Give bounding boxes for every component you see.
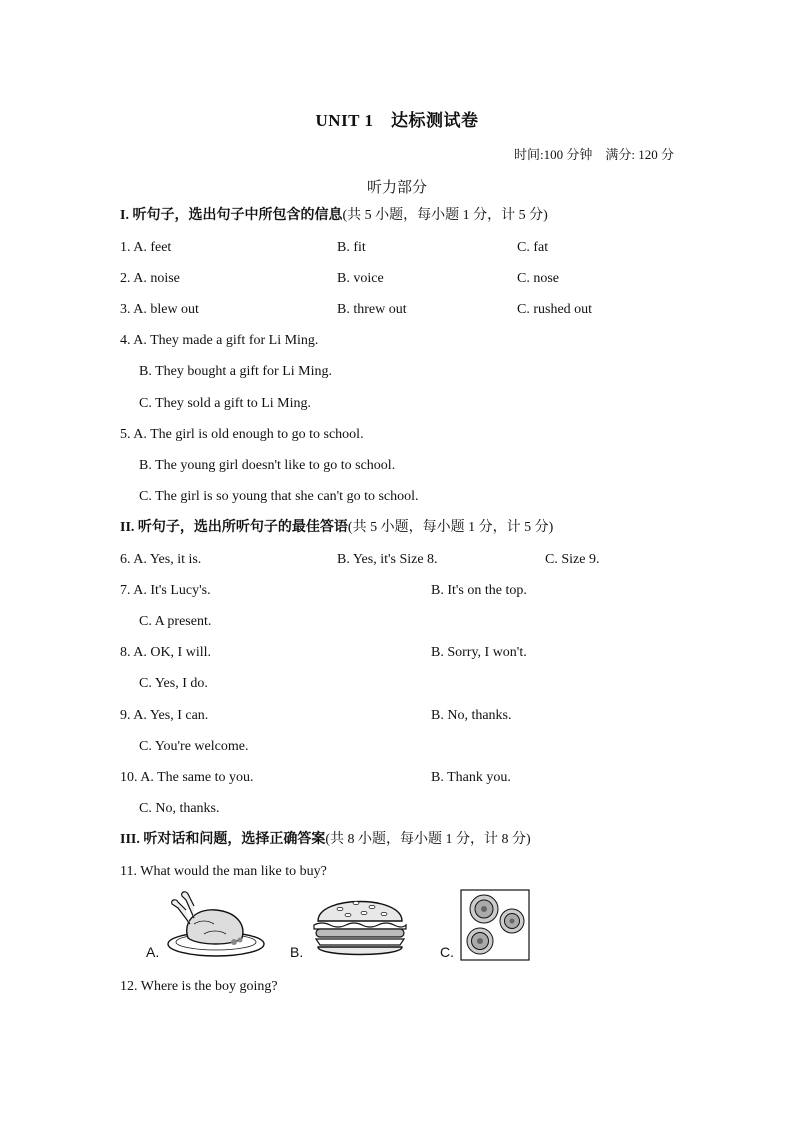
q11-label-c: C. — [440, 944, 454, 960]
page-title: UNIT 1 达标测试卷 — [315, 111, 479, 130]
q11-question: 11. What would the man like to buy? — [120, 864, 327, 879]
mooncakes-icon — [460, 889, 530, 961]
section-3-heading — [120, 831, 531, 849]
q12-question: 12. Where is the boy going? — [120, 979, 278, 994]
q2-option-a: 2. A. noise — [120, 271, 180, 286]
q11-label-a: A. — [146, 944, 160, 960]
q1-option-a: 1. A. feet — [120, 240, 172, 255]
q8-option-a: 8. A. OK, I will. — [120, 645, 211, 660]
q10-option-c: C. No, thanks. — [139, 801, 220, 816]
q4-option-a: 4. A. They made a gift for Li Ming. — [120, 333, 319, 348]
q11-label-b: B. — [290, 944, 304, 960]
part-heading: 听力部分 — [366, 180, 427, 196]
q6-option-b: B. Yes, it's Size 8. — [337, 552, 438, 567]
q10-option-b: B. Thank you. — [431, 770, 511, 785]
q6-option-c: C. Size 9. — [545, 552, 600, 567]
q7-option-c: C. A present. — [139, 614, 212, 629]
section-2-heading — [120, 519, 553, 537]
section-1-count: (共 5 小题，每小题 1 分，计 5 分) — [342, 208, 548, 223]
hamburger-icon — [310, 887, 410, 963]
q4-option-c: C. They sold a gift to Li Ming. — [139, 396, 312, 411]
q1-option-c: C. fat — [517, 240, 549, 255]
q4-option-b: B. They bought a gift for Li Ming. — [139, 364, 332, 379]
q8-option-b: B. Sorry, I won't. — [431, 645, 527, 660]
q5-option-c: C. The girl is so young that she can't go to school. — [139, 489, 419, 504]
q9-option-a: 9. A. Yes, I can. — [120, 708, 209, 723]
section-2-title: II. 听句子，选出所听句子的最佳答语 — [120, 520, 348, 535]
section-2-count: (共 5 小题，每小题 1 分，计 5 分) — [347, 520, 554, 535]
q6-option-a: 6. A. Yes, it is. — [120, 552, 202, 567]
q1-option-b: B. fit — [337, 240, 366, 255]
q3-option-a: 3. A. blew out — [120, 302, 199, 317]
roast-chicken-icon — [164, 890, 266, 962]
q3-option-b: B. threw out — [337, 302, 407, 317]
q2-option-c: C. nose — [517, 271, 559, 286]
q7-option-a: 7. A. It's Lucy's. — [120, 583, 211, 598]
q10-option-a: 10. A. The same to you. — [120, 770, 254, 785]
q9-option-c: C. You're welcome. — [139, 739, 249, 754]
section-3-count: (共 8 小题，每小题 1 分，计 8 分) — [325, 832, 531, 847]
q5-option-a: 5. A. The girl is old enough to go to school. — [120, 427, 364, 442]
section-1-heading — [120, 207, 548, 225]
q7-option-b: B. It's on the top. — [431, 583, 527, 598]
section-3-title: III. 听对话和问题，选择正确答案 — [120, 832, 326, 847]
section-1-title: I. 听句子，选出句子中所包含的信息 — [120, 208, 343, 223]
q2-option-b: B. voice — [337, 271, 384, 286]
q5-option-b: B. The young girl doesn't like to go to school. — [139, 458, 396, 473]
q8-option-c: C. Yes, I do. — [139, 676, 208, 691]
exam-meta: 时间:100 分钟 满分: 120 分 — [514, 147, 674, 162]
q9-option-b: B. No, thanks. — [431, 708, 512, 723]
q3-option-c: C. rushed out — [517, 302, 593, 317]
